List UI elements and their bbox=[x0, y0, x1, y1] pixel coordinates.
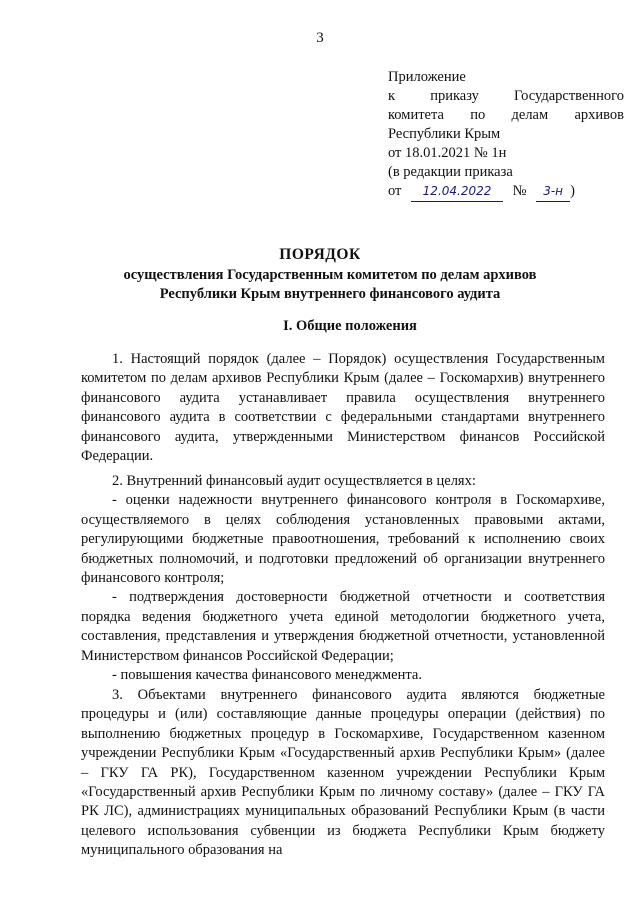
appendix-line-7 bbox=[388, 182, 624, 202]
document-title: ПОРЯДОК bbox=[279, 246, 361, 263]
appendix-word: архивов bbox=[574, 107, 624, 123]
appendix-line-4: Республики Крым bbox=[388, 126, 501, 142]
handwritten-date: 12.04.2022 bbox=[411, 182, 503, 202]
appendix-line-6: (в редакции приказа bbox=[388, 164, 513, 180]
appendix-from-label: от bbox=[388, 183, 402, 199]
paragraph-2-item-3: - повышения качества финансового менеджмента. bbox=[112, 667, 422, 684]
appendix-line-3 bbox=[388, 106, 624, 125]
document-subtitle: осуществления Государственным комитетом по делам архивов Республики Крым внутреннего финансового аудита bbox=[123, 267, 537, 302]
section-heading: I. Общие положения bbox=[283, 318, 417, 334]
paragraph-2-item-1: - оценки надежности внутреннего финансового контроля в Госкомархиве, осуществляемого в целях соблюдения установленных правовыми актами, регулирующими бюджетные правоотношения, требований к исполнению своих бюджетных полномочий, и подготовки предложений об организации внутреннего финансового контроля; bbox=[81, 492, 605, 587]
appendix-line-5: от 18.01.2021 № 1н bbox=[388, 145, 507, 161]
appendix-word: Государственного bbox=[514, 88, 624, 104]
appendix-word: комитета bbox=[388, 107, 444, 123]
appendix-close-paren: ) bbox=[570, 183, 575, 199]
paragraph-3: 3. Объектами внутреннего финансового аудита являются бюджетные процедуры и (или) составляющие данные процедуры операции (действия) по выполнению бюджетных процедур в Госкомархиве, Государственном казенном учреждении Республики Крым «Государственный архив Республики Крым» (далее – ГКУ ГА РК), Государственном казенном учреждении Республики Крым «Государственный архив Республики Крым по личному составу» (далее – ГКУ ГА РК ЛС), администрациях муниципальных образований Республики Крым (в части целевого использования субвенции из бюджета Республики Крым бюджету муниципального образования на bbox=[81, 687, 605, 859]
paragraph-2-item-2: - подтверждения достоверности бюджетной отчетности и соответствия порядка ведения бюджетного учета единой методологии бюджетного учета, составления, представления и утверждения бюджетной отчетности, установленной Министерством финансов Российской Федерации; bbox=[81, 589, 605, 664]
paragraph-2-block bbox=[81, 472, 605, 685]
handwritten-number: 3-н bbox=[536, 182, 570, 202]
appendix-word: к bbox=[388, 88, 396, 104]
appendix-line-2 bbox=[388, 87, 624, 106]
appendix-line-1: Приложение bbox=[388, 69, 466, 85]
paragraph-2-intro: 2. Внутренний финансовый аудит осуществляется в целях: bbox=[112, 473, 476, 489]
appendix-word: по bbox=[470, 107, 486, 123]
paragraph-3-block bbox=[81, 686, 605, 861]
appendix-word: делам bbox=[511, 107, 549, 123]
appendix-block bbox=[388, 68, 624, 202]
paragraph-1: 1. Настоящий порядок (далее – Порядок) осуществления Государственным комитетом по делам архивов Республики Крым (далее – Госкомархив) внутреннего финансового аудита устанавливает правила осуществления внутреннего финансового аудита в соответствии с федеральными стандартами внутреннего финансового аудита, утвержденными Министерством финансов Российской Федерации. bbox=[81, 351, 605, 465]
paragraph-1-block bbox=[81, 350, 605, 466]
page-number: 3 bbox=[316, 30, 324, 46]
appendix-number-sign: № bbox=[512, 183, 527, 199]
appendix-word: приказу bbox=[430, 88, 479, 104]
